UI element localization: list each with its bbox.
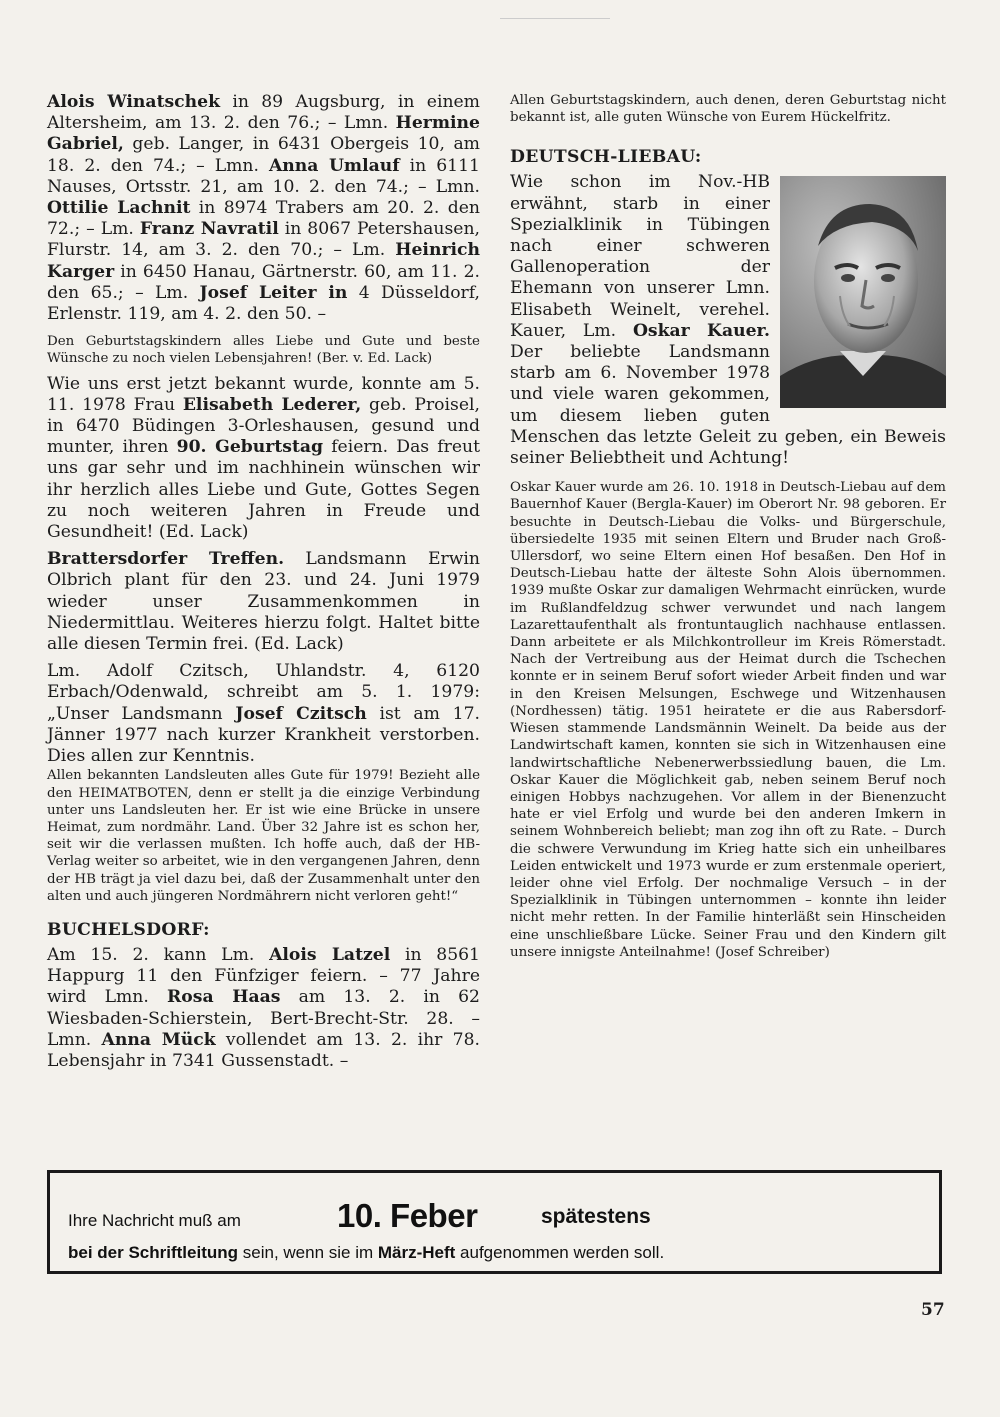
text: in 6450 Hanau, Gärtnerstr. 60, am 11. 2. den 65.; – Lm. [47, 261, 480, 303]
name-bold: Franz Navratil [139, 219, 279, 240]
name-bold: 90. Geburtstag [176, 437, 324, 458]
heimatbote-letter-paragraph: Allen bekannten Landsleuten alles Gute für 1979! Bezieht alle den HEIMATBOTEN, denn er stellt ja die einzige Verbindung unter uns Landsleuten her. Er ist wie eine Brücke in unsere Heimat, zum nordmähr. Land. Über 32 Jahre ist es schon her, seit wir die verlassen mußten. Ich hoffe auch, daß der HB-Verlag weiter so arbeitet, wie in den vergangenen Jahren, denn der HB trägt ja viel dazu bei, daß der Zusammenhalt unter den alten und auch jüngeren Nordmährern nicht verloren geht!“ [47, 768, 480, 904]
notice-line1-text: Ihre Nachricht muß am [68, 1211, 241, 1230]
text: Landsmann Erwin Olbrich plant für den 23. und 24. Juni 1979 wieder unser Zusammenkommen in Niedermittlau. Weiteres hierzu folgt. Haltet bitte alle diesen Termin frei. (Ed. Lack) [47, 549, 480, 655]
text: Lm. Adolf Czitsch, Uhlandstr. 4, 6120 Erbach/Odenwald, schreibt am 5. 1. 1979: „Unser Landsmann [47, 661, 480, 724]
text: geb. Langer, in 6431 Obergeis 10, am 18. 2. den 74.; – Lmn. [47, 134, 480, 176]
notice-bold: März-Heft [377, 1243, 456, 1262]
name-bold: Josef Czitsch [235, 703, 367, 724]
buchelsdorf-birthdays-paragraph [47, 945, 480, 1072]
notice-bold: bei der Schriftleitung [68, 1243, 239, 1262]
text: in 6111 Nauses, Ortsstr. 21, am 10. 2. den 74.; – Lmn. [47, 155, 480, 197]
lederer-birthday-paragraph [47, 374, 480, 544]
name-bold: Josef Leiter in [199, 282, 348, 303]
text: sein, wenn sie im [238, 1243, 378, 1262]
notice-deadline-date: 10. Feber [337, 1197, 478, 1234]
birthday-list-paragraph [47, 92, 480, 325]
brattersdorf-meeting-paragraph [47, 549, 480, 655]
text: in 8067 Petershausen, Flurstr. 14, am 3. 2. den 70.; – Lm. [47, 219, 481, 261]
name-bold: Ottilie Lachnit [47, 198, 191, 219]
text: ist am 17. Jänner 1977 nach kurzer Krankheit verstorben. Dies allen zur Kenntnis. [47, 703, 480, 767]
kauer-biography-paragraph: Oskar Kauer wurde am 26. 10. 1918 in Deutsch-Liebau auf dem Bauernhof Kauer (Bergla-Kauer) im Oberort Nr. 98 geboren. Er besuchte in Deutsch-Liebau die Volks- und Bürgerschule, übersiedelte 1935 mit seinen Eltern und Bruder nach Groß-Ullersdorf, wo seine Eltern einen Hof besaßen. Den Hof in Deutsch-Liebau hatte der älteste Sohn Alois übernommen. 1939 mußte Oskar zur damaligen Wehrmacht einrücken, wurde im Rußlandfeldzug schwer verwundet und nach langem Lazarettaufenthalt als frontuntauglich nachhause entlassen. Dann arbeitete er als Milchkontrolleur im Kreis Römerstadt. Nach der Vertreibung aus der Heimat durch die Tschechen konnte er in seinem Beruf sofort wieder Arbeit finden und war in den Kreisen Melsungen, Eschwege und Witzenhausen (Nordhessen) tätig. 1951 heiratete er die aus Rabersdorf-Wiesen stammende Landsmännin Weinelt. Da beide aus der Landwirtschaft kamen, konnten sie sich in Witzenhausen eine landwirtschaftliche Nebenerwerbssiedlung bauen, die Lm. Oskar Kauer die Möglichkeit gab, neben seinem Beruf noch einigen Hobbys nachzugehen. Vor allem in der Bienenzucht hate er viel Erfolg und wurde bei den anderen Imkern in seinem Wohnbereich beliebt; man zog ihn oft zu Rate. – Durch die schwere Verwundung im Krieg hatte sich ein unheilbares Leiden entwickelt und 1973 wurde er zum erstenmale operiert, leider ohne viel Erfolg. Der nochmalige Versuch – in der Spezialklinik in Tübingen unternommen – konnte ihn leider nicht mehr retten. In der Familie hinterläßt sein Hinscheiden eine unschließbare Lücke. Seiner Frau und den Kindern gilt unsere innigste Anteilnahme! (Josef Schreiber) [510, 480, 946, 960]
text: Wie schon im Nov.-HB erwähnt, starb in einer Spezialklinik in Tübingen nach einer schweren Gallenoperation der Ehemann von unserer Lmn. Elisabeth Weinelt, verehel. Kauer, Lm. [510, 172, 770, 341]
portrait-photo-image [780, 176, 946, 408]
text: in 8974 Trabers am 20. 2. den 72.; – Lm. [47, 198, 480, 240]
notice-latest-text: spätestens [541, 1205, 651, 1228]
text: vollendet am 13. 2. ihr 78. Lebensjahr in 7341 Gussenstadt. – [47, 1029, 480, 1071]
text: 4 Düsseldorf, Erlenstr. 119, am 4. 2. den 50. – [47, 282, 480, 325]
text: feiern. Das freut uns gar sehr und im nachhinein wünschen wir ihr herzlich alles Liebe und Gute, Gottes Segen zu noch weiteren Jahren in Freude und Gesundheit! (Ed. Lack) [47, 437, 480, 543]
birthday-wishes-paragraph: Den Geburtstagskindern alles Liebe und Gute und beste Wünsche zu noch vielen Lebensjahren! (Ber. v. Ed. Lack) [47, 334, 480, 367]
text: Der beliebte Landsmann starb am 6. November 1978 und viele waren gekommen, um diesem lieben guten Menschen das letzte Geleit zu geben, ein Beweis seiner Beliebtheit und Achtung! [510, 342, 946, 469]
name-bold: Oskar Kauer. [632, 320, 770, 341]
name-bold: Anna Mück [101, 1029, 216, 1050]
section-heading-buchelsdorf: BUCHELSDORF: [47, 919, 210, 940]
text: aufgenommen werden soll. [455, 1243, 665, 1262]
name-bold: Rosa Haas [167, 987, 281, 1008]
text: am 13. 2. in 62 Wiesbaden-Schierstein, Bert-Brecht-Str. 28. – Lmn. [47, 987, 480, 1050]
notice-line2 [68, 1243, 664, 1263]
text: in 8561 Happurg 11 den Fünfziger feiern. – 77 Jahre wird Lmn. [47, 944, 480, 1008]
name-bold: Alois Latzel [269, 944, 391, 965]
section-lead-bold: Brattersdorfer Treffen. [47, 549, 285, 570]
deadline-notice-box [47, 1170, 942, 1274]
name-bold: Heinrich Karger [47, 240, 480, 282]
portrait-photo [780, 176, 946, 408]
hueckelfritz-wishes-paragraph: Allen Geburtstagskindern, auch denen, deren Geburtstag nicht bekannt ist, alle guten Wünsche von Eurem Hückelfritz. [510, 93, 946, 126]
top-rule [500, 18, 610, 19]
name-bold: Alois Winatschek [47, 92, 220, 112]
text: geb. Proisel, in 6470 Büdingen 3-Orleshausen, gesund und munter, ihren [47, 394, 480, 458]
name-bold: Elisabeth Lederer, [182, 394, 362, 415]
section-heading-deutsch-liebau: DEUTSCH-LIEBAU: [510, 147, 702, 168]
text: Am 15. 2. kann Lm. [47, 944, 270, 965]
name-bold: Anna Umlauf [268, 155, 400, 176]
right-column [510, 92, 946, 961]
name-bold: Hermine Gabriel, [47, 113, 480, 155]
page-number: 57 [921, 1300, 945, 1320]
left-column [47, 92, 480, 1072]
text: Wie uns erst jetzt bekannt wurde, konnte am 5. 11. 1978 Frau [47, 373, 480, 415]
czitsch-obituary-paragraph [47, 661, 480, 767]
text: in 89 Augsburg, in einem Altersheim, am 13. 2. den 76.; – Lmn. [47, 92, 480, 134]
